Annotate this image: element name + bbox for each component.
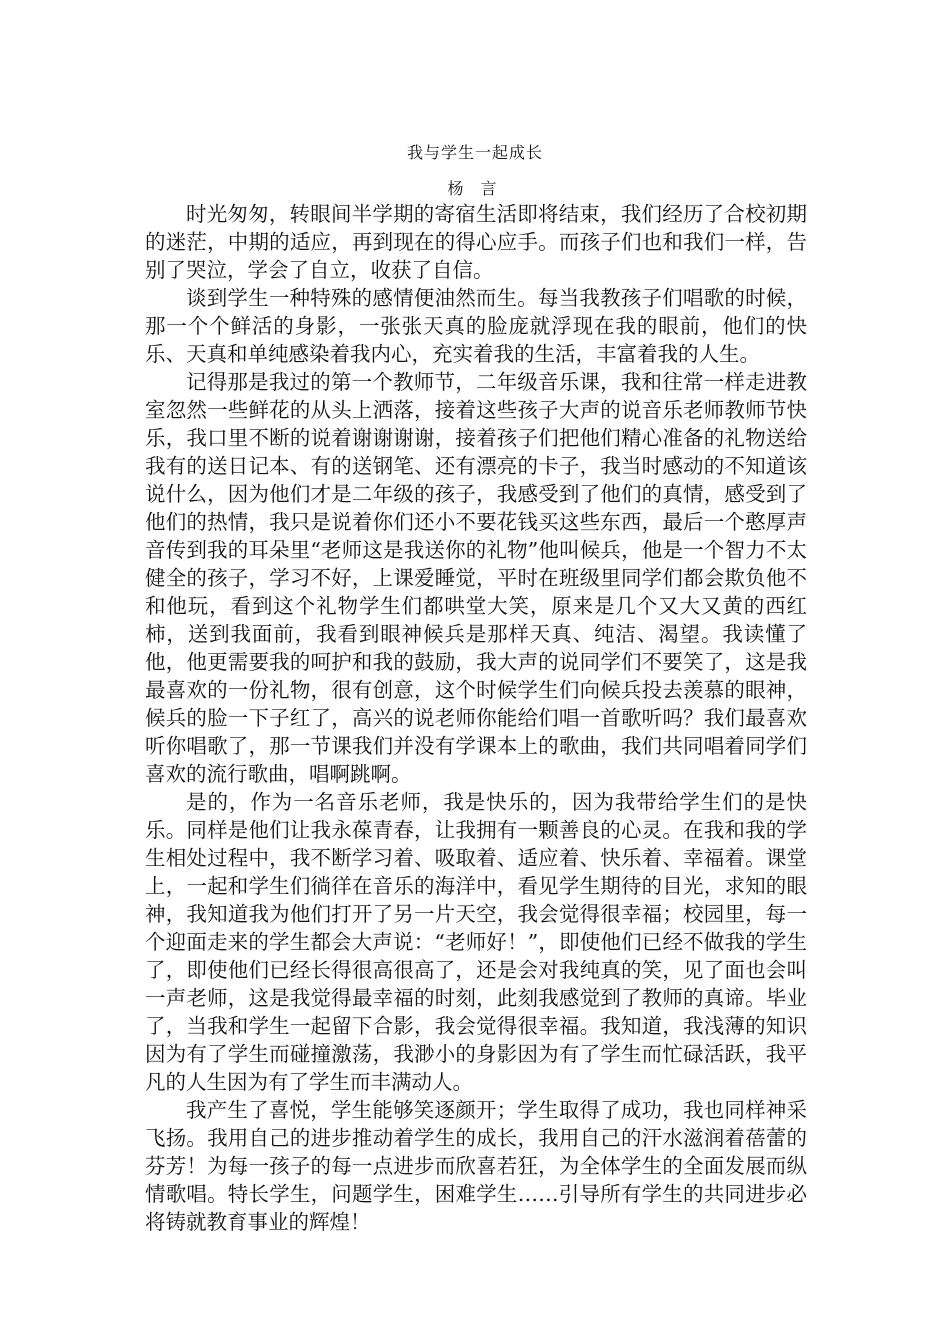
document-body [145,200,807,1236]
document-title: 我与学生一起成长 [406,143,543,162]
paragraph-5: 我产生了喜悦，学生能够笑逐颜开；学生取得了成功，我也同样神采飞扬。我用自己的进步推动着学生的成长，我用自己的汗水滋润着蓓蕾的芬芳！为每一孩子的每一点进步而欣喜若狂，为全体学生的全面发展而纵情歌唱。特长学生，问题学生，困难学生……引导所有学生的共同进步必将铸就教育事业的辉煌！ [145,1098,807,1234]
paragraph-2: 谈到学生一种特殊的感情便油然而生。每当我教孩子们唱歌的时候，那一个个鲜活的身影，一张张天真的脸庞就浮现在我的眼前，他们的快乐、天真和单纯感染着我内心，充实着我的生活，丰富着我的人生。 [145,286,807,366]
document-author: 杨 言 [447,179,503,198]
paragraph-1: 时光匆匆，转眼间半学期的寄宿生活即将结束，我们经历了合校初期的迷茫，中期的适应，再到现在的得心应手。而孩子们也和我们一样，告别了哭泣，学会了自立，收获了自信。 [145,202,807,282]
paragraph-4: 是的，作为一名音乐老师，我是快乐的，因为我带给学生们的是快乐。同样是他们让我永葆青春，让我拥有一颗善良的心灵。在我和我的学生相处过程中，我不断学习着、吸取着、适应着、快乐着、幸福着。课堂上，一起和学生们徜徉在音乐的海洋中，看见学生期待的目光，求知的眼神，我知道我为他们打开了另一片天空，我会觉得很幸福；校园里，每一个迎面走来的学生都会大声说：“老师好！”，即使他们已经不做我的学生了，即使他们已经长得很高很高了，还是会对我纯真的笑，见了面也会叫一声老师，这是我觉得最幸福的时刻，此刻我感觉到了教师的真谛。毕业了，当我和学生一起留下合影，我会觉得很幸福。我知道，我浅薄的知识因为有了学生而碰撞激荡，我渺小的身影因为有了学生而忙碌活跃，我平凡的人生因为有了学生而丰满动人。 [145,790,807,1094]
paragraph-3: 记得那是我过的第一个教师节，二年级音乐课，我和往常一样走进教室忽然一些鲜花的从头上洒落，接着这些孩子大声的说音乐老师教师节快乐，我口里不断的说着谢谢谢谢，接着孩子们把他们精心准备的礼物送给我有的送日记本、有的送钢笔、还有漂亮的卡子，我当时感动的不知道该说什么，因为他们才是二年级的孩子，我感受到了他们的真情，感受到了他们的热情，我只是说着你们还小不要花钱买这些东西，最后一个憨厚声音传到我的耳朵里“老师这是我送你的礼物”他叫候兵，他是一个智力不太健全的孩子，学习不好，上课爱睡觉，平时在班级里同学们都会欺负他不和他玩，看到这个礼物学生们都哄堂大笑，原来是几个又大又黄的西红柿，送到我面前，我看到眼神候兵是那样天真、纯洁、渴望。我读懂了他，他更需要我的呵护和我的鼓励，我大声的说同学们不要笑了，这是我最喜欢的一份礼物，很有创意，这个时候学生们向候兵投去羡慕的眼神，候兵的脸一下子红了，高兴的说老师你能给们唱一首歌听吗？我们最喜欢听你唱歌了，那一节课我们并没有学课本上的歌曲，我们共同唱着同学们喜欢的流行歌曲，唱啊跳啊。 [145,370,807,786]
